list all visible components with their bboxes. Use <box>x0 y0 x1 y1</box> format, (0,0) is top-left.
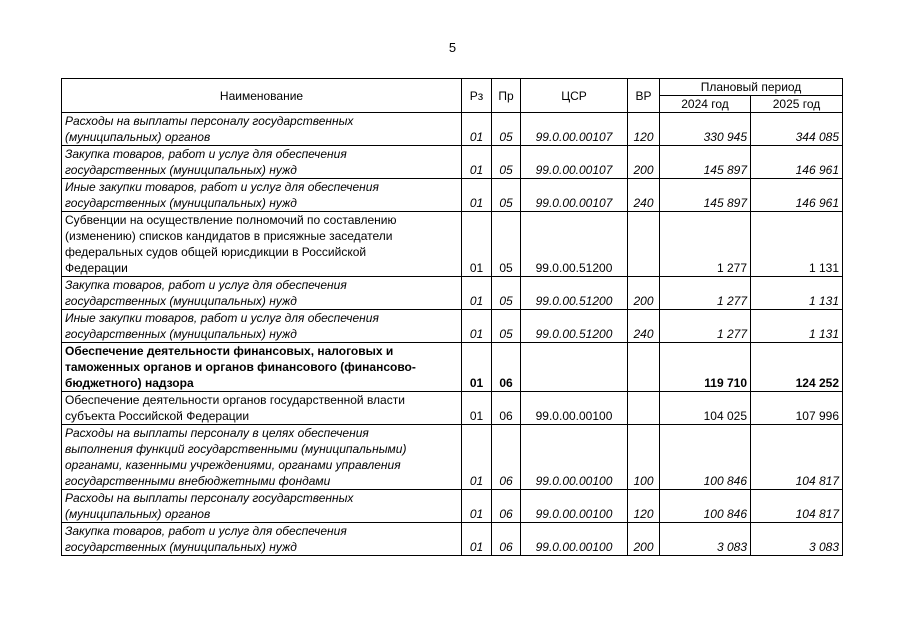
row-pr: 05 <box>492 179 521 212</box>
row-rz: 01 <box>462 392 492 425</box>
row-name-line: государственных (муниципальных) нужд <box>65 163 297 177</box>
row-name <box>62 212 462 277</box>
row-csr: 99.0.00.00100 <box>521 490 628 523</box>
row-value-2025: 104 817 <box>751 425 843 490</box>
row-name-line: Иные закупки товаров, работ и услуг для обеспечения <box>65 180 379 194</box>
row-vr: 240 <box>628 179 660 212</box>
row-value-2025: 1 131 <box>751 212 843 277</box>
header-csr: ЦСР <box>521 79 628 113</box>
row-value-2025: 1 131 <box>751 310 843 343</box>
row-vr: 200 <box>628 146 660 179</box>
row-csr: 99.0.00.00107 <box>521 113 628 146</box>
row-name-line: (муниципальных) органов <box>65 130 211 144</box>
row-name-line: государственными внебюджетными фондами <box>65 474 331 488</box>
row-csr: 99.0.00.51200 <box>521 212 628 277</box>
table-row <box>62 490 843 523</box>
header-year-2024: 2024 год <box>660 96 751 113</box>
row-value-2024: 104 025 <box>660 392 751 425</box>
row-value-2025: 1 131 <box>751 277 843 310</box>
row-pr: 06 <box>492 490 521 523</box>
row-rz: 01 <box>462 277 492 310</box>
row-value-2024: 119 710 <box>660 343 751 392</box>
row-pr: 05 <box>492 310 521 343</box>
row-rz: 01 <box>462 310 492 343</box>
row-pr: 05 <box>492 146 521 179</box>
row-value-2025: 146 961 <box>751 179 843 212</box>
budget-table <box>61 78 843 556</box>
row-rz: 01 <box>462 425 492 490</box>
row-vr <box>628 392 660 425</box>
row-pr: 05 <box>492 212 521 277</box>
table-row <box>62 146 843 179</box>
row-rz: 01 <box>462 113 492 146</box>
row-name-line: бюджетного) надзора <box>65 376 194 390</box>
row-name-line: Субвенции на осуществление полномочий по составлению <box>65 213 397 227</box>
header-vr: ВР <box>628 79 660 113</box>
row-value-2025: 146 961 <box>751 146 843 179</box>
row-vr: 200 <box>628 523 660 556</box>
table-row <box>62 212 843 277</box>
table-row <box>62 392 843 425</box>
row-csr: 99.0.00.00100 <box>521 392 628 425</box>
row-name-line: Закупка товаров, работ и услуг для обеспечения <box>65 278 347 292</box>
row-value-2025: 344 085 <box>751 113 843 146</box>
row-csr: 99.0.00.51200 <box>521 277 628 310</box>
row-pr: 06 <box>492 392 521 425</box>
row-csr: 99.0.00.00107 <box>521 179 628 212</box>
row-name <box>62 146 462 179</box>
row-name-line: Расходы на выплаты персоналу государственных <box>65 114 354 128</box>
row-value-2024: 100 846 <box>660 490 751 523</box>
row-value-2024: 1 277 <box>660 212 751 277</box>
header-name: Наименование <box>62 79 462 113</box>
row-rz: 01 <box>462 523 492 556</box>
row-value-2025: 104 817 <box>751 490 843 523</box>
table-row <box>62 310 843 343</box>
row-value-2025: 3 083 <box>751 523 843 556</box>
table-row <box>62 113 843 146</box>
row-name-line: таможенных органов и органов финансового (финансово- <box>65 360 416 374</box>
row-value-2025: 124 252 <box>751 343 843 392</box>
row-name <box>62 113 462 146</box>
row-csr: 99.0.00.00100 <box>521 523 628 556</box>
row-name-line: Закупка товаров, работ и услуг для обеспечения <box>65 524 347 538</box>
table-row <box>62 277 843 310</box>
header-planned-period: Плановый период <box>660 79 843 96</box>
row-name-line: (муниципальных) органов <box>65 507 211 521</box>
header-pr: Пр <box>492 79 521 113</box>
row-name <box>62 343 462 392</box>
row-name <box>62 392 462 425</box>
row-name <box>62 490 462 523</box>
row-vr <box>628 343 660 392</box>
row-csr <box>521 343 628 392</box>
row-name <box>62 277 462 310</box>
row-csr: 99.0.00.00107 <box>521 146 628 179</box>
row-vr: 120 <box>628 113 660 146</box>
row-vr: 100 <box>628 425 660 490</box>
row-name-line: федеральных судов общей юрисдикции в Российской <box>65 245 367 259</box>
table-row <box>62 425 843 490</box>
row-name-line: Закупка товаров, работ и услуг для обеспечения <box>65 147 347 161</box>
row-pr: 06 <box>492 343 521 392</box>
row-name-line: государственных (муниципальных) нужд <box>65 327 297 341</box>
row-name <box>62 425 462 490</box>
row-value-2024: 145 897 <box>660 146 751 179</box>
row-name-line: государственных (муниципальных) нужд <box>65 540 297 554</box>
table-row <box>62 523 843 556</box>
row-name-line: государственных (муниципальных) нужд <box>65 294 297 308</box>
row-csr: 99.0.00.00100 <box>521 425 628 490</box>
row-pr: 05 <box>492 113 521 146</box>
row-value-2024: 330 945 <box>660 113 751 146</box>
header-year-2025: 2025 год <box>751 96 843 113</box>
row-name <box>62 523 462 556</box>
row-pr: 05 <box>492 277 521 310</box>
row-pr: 06 <box>492 523 521 556</box>
row-name-line: Расходы на выплаты персоналу государственных <box>65 491 354 505</box>
row-rz: 01 <box>462 179 492 212</box>
row-name-line: государственных (муниципальных) нужд <box>65 196 297 210</box>
row-value-2024: 1 277 <box>660 277 751 310</box>
row-name-line: органами, казенными учреждениями, органами управления <box>65 458 401 472</box>
row-name-line: Иные закупки товаров, работ и услуг для обеспечения <box>65 311 379 325</box>
row-name-line: Обеспечение деятельности финансовых, налоговых и <box>65 344 394 358</box>
table-row <box>62 179 843 212</box>
row-vr: 120 <box>628 490 660 523</box>
row-vr <box>628 212 660 277</box>
row-vr: 240 <box>628 310 660 343</box>
row-rz: 01 <box>462 146 492 179</box>
row-name-line: субъекта Российской Федерации <box>65 409 250 423</box>
row-rz: 01 <box>462 343 492 392</box>
row-value-2024: 145 897 <box>660 179 751 212</box>
row-vr: 200 <box>628 277 660 310</box>
row-pr: 06 <box>492 425 521 490</box>
header-row <box>62 79 843 96</box>
row-value-2025: 107 996 <box>751 392 843 425</box>
header-rz: Рз <box>462 79 492 113</box>
row-value-2024: 1 277 <box>660 310 751 343</box>
row-name <box>62 179 462 212</box>
row-value-2024: 100 846 <box>660 425 751 490</box>
row-name <box>62 310 462 343</box>
row-name-line: Обеспечение деятельности органов государственной власти <box>65 393 405 407</box>
row-name-line: Расходы на выплаты персоналу в целях обеспечения <box>65 426 369 440</box>
table-body <box>62 113 843 556</box>
table-row <box>62 343 843 392</box>
row-rz: 01 <box>462 490 492 523</box>
row-value-2024: 3 083 <box>660 523 751 556</box>
row-csr: 99.0.00.51200 <box>521 310 628 343</box>
row-rz: 01 <box>462 212 492 277</box>
row-name-line: (изменению) списков кандидатов в присяжные заседатели <box>65 229 393 243</box>
page-number: 5 <box>448 40 457 55</box>
row-name-line: выполнения функций государственными (муниципальными) <box>65 442 407 456</box>
row-name-line: Федерации <box>65 261 128 275</box>
